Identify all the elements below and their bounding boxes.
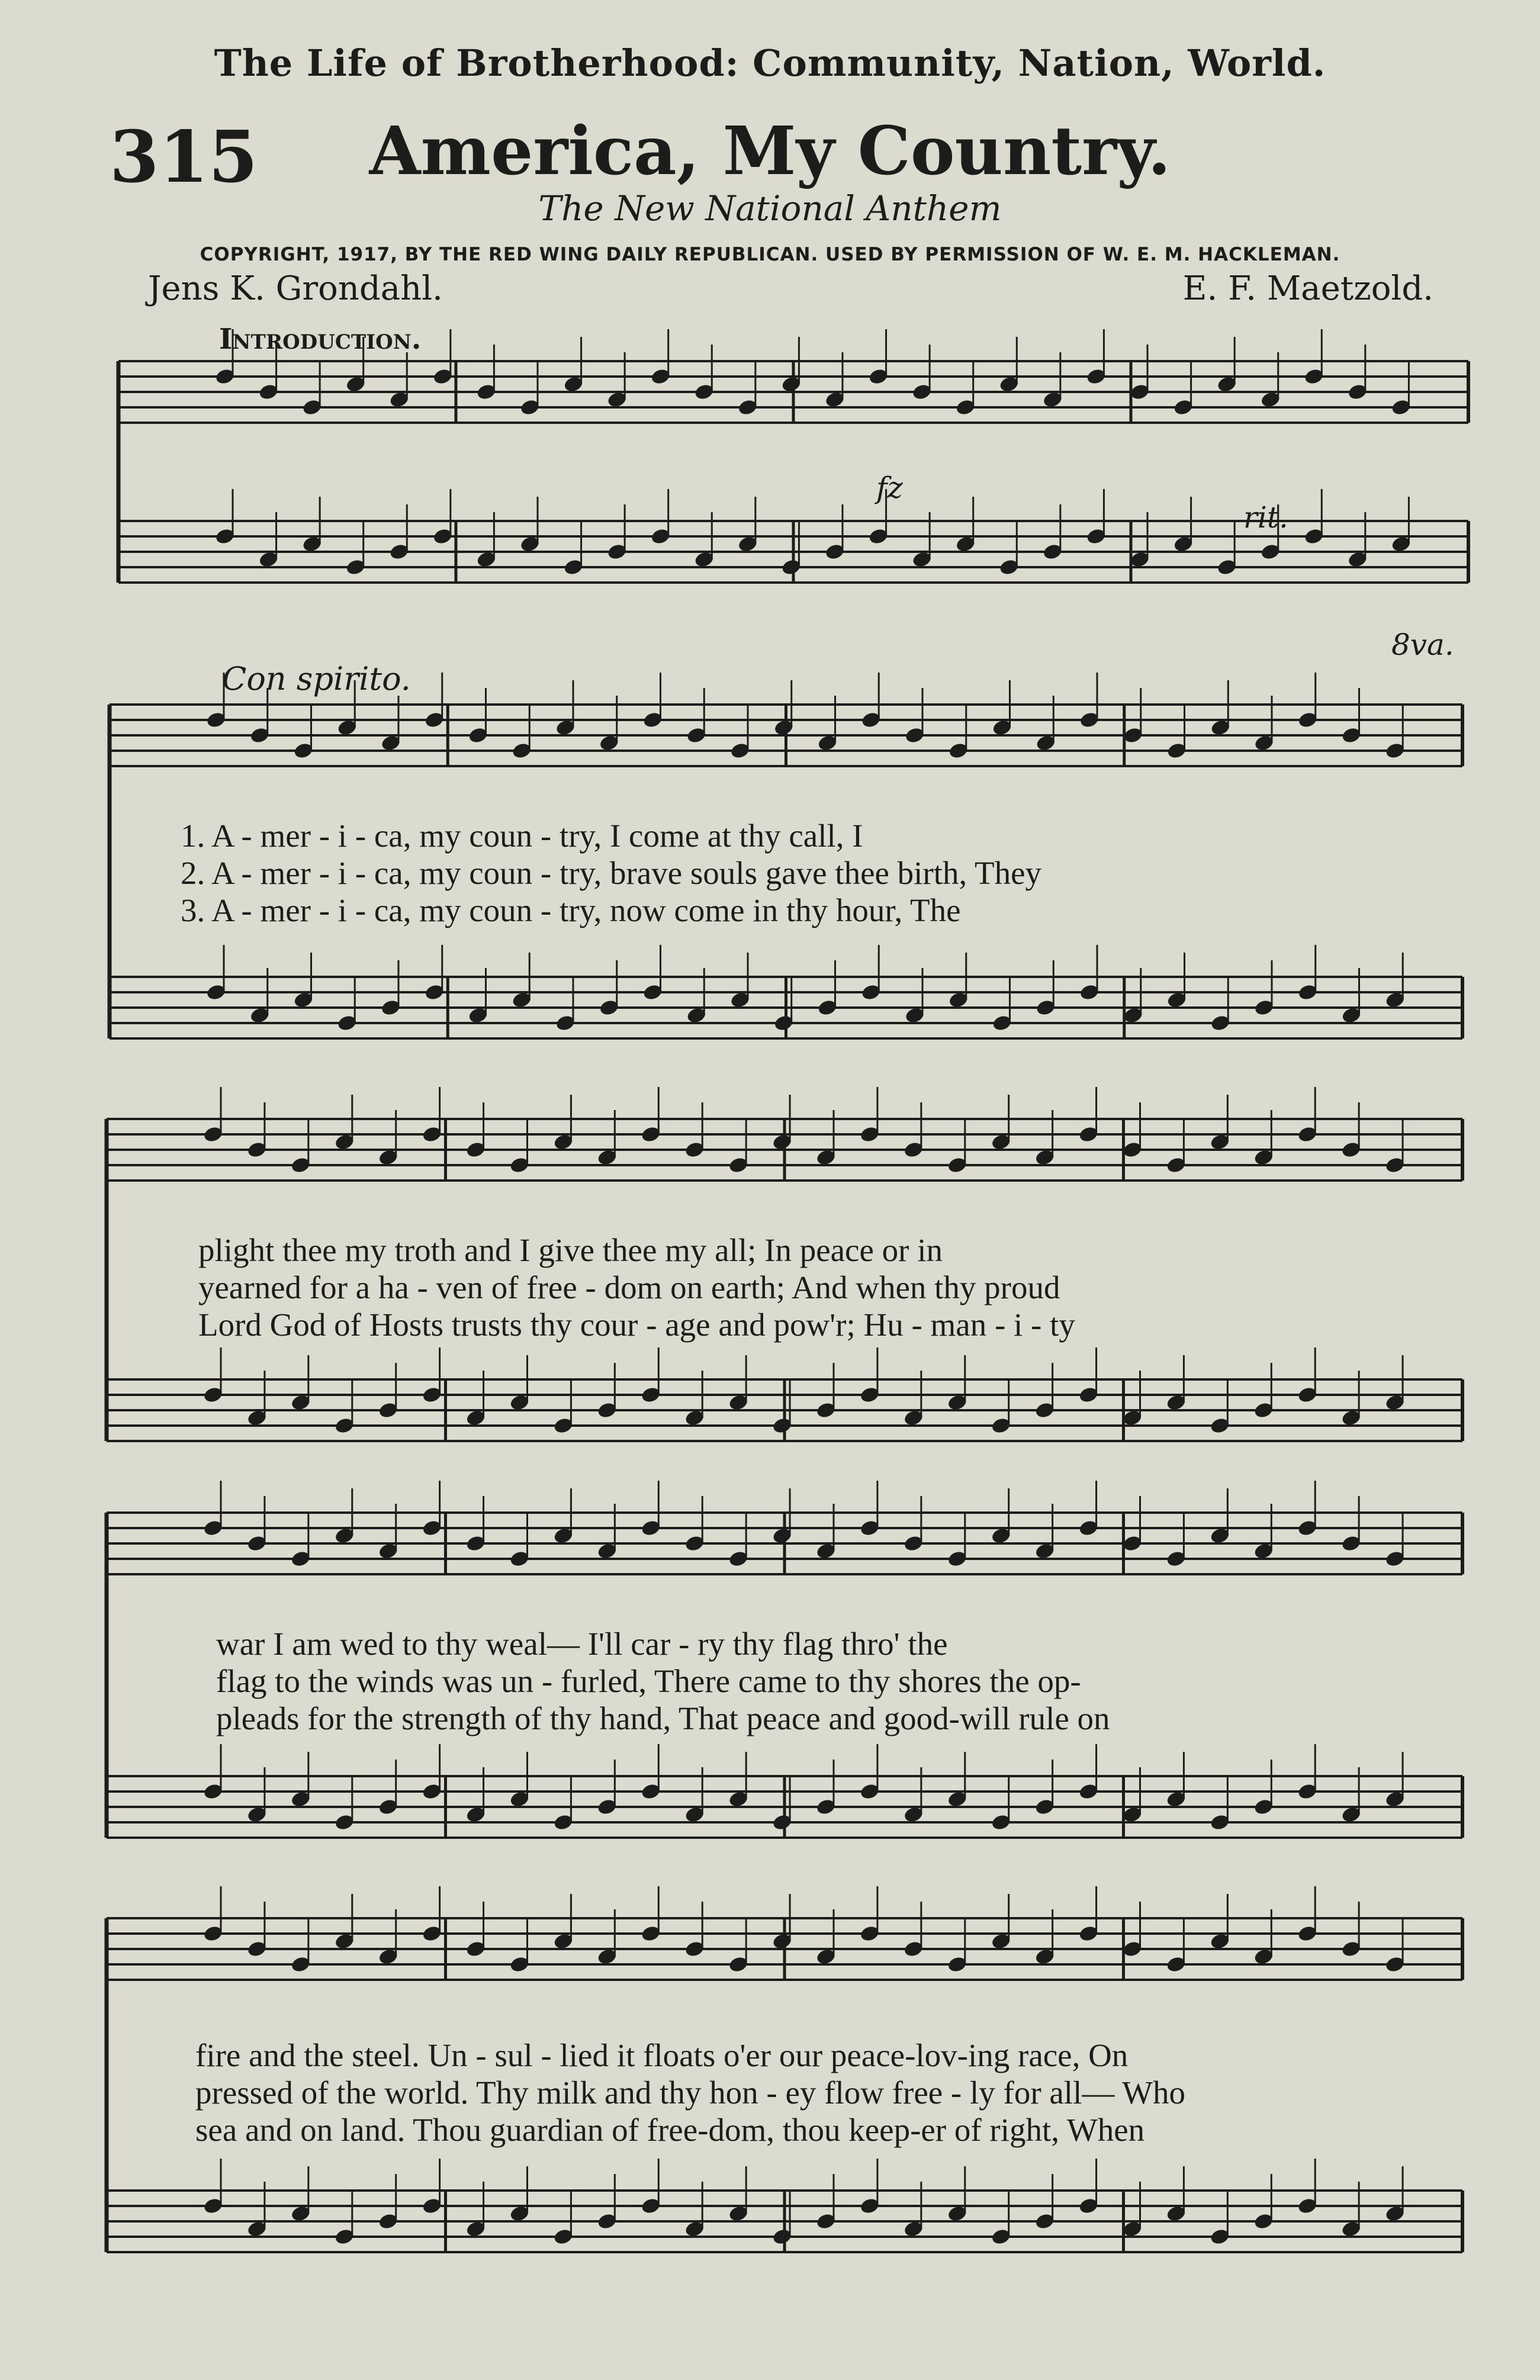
lyric-line-s1-v1: 1. A - mer - i - ca, my coun - try, I come at thy call, I xyxy=(181,818,863,854)
lyric-line-s3-v3: pleads for the strength of thy hand, That peace and good-will rule on xyxy=(216,1700,1110,1736)
fz-marking: fz xyxy=(876,471,903,505)
hymn-title: America, My Country. xyxy=(369,112,1171,190)
hymn-subtitle: The New National Anthem xyxy=(538,188,1002,229)
rit-marking: rit. xyxy=(1243,500,1288,535)
introduction-marking: Introduction. xyxy=(219,323,422,356)
composer-credit: E. F. Maetzold. xyxy=(1182,269,1433,308)
lyric-line-s2-v3: Lord God of Hosts trusts thy cour - age and pow'r; Hu - man - i - ty xyxy=(198,1307,1075,1343)
lyricist-credit: Jens K. Grondahl. xyxy=(148,269,443,308)
con-spirito-marking: Con spirito. xyxy=(222,660,411,697)
lyric-line-s4-v1: fire and the steel. Un - sul - lied it floats o'er our peace-lov-ing race, On xyxy=(195,2037,1129,2073)
octave-marking: 8va. xyxy=(1391,628,1454,662)
lyric-line-s2-v1: plight thee my troth and I give thee my all; In peace or in xyxy=(198,1232,943,1268)
lyric-line-s4-v3: sea and on land. Thou guardian of free-dom, thou keep-er of right, When xyxy=(195,2112,1145,2148)
lyric-line-s1-v2: 2. A - mer - i - ca, my coun - try, brave souls gave thee birth, They xyxy=(181,855,1042,891)
copyright-notice: COPYRIGHT, 1917, BY THE RED WING DAILY REPUBLICAN. USED BY PERMISSION OF W. E. M. HACKLEMAN. xyxy=(200,244,1340,265)
lyric-line-s4-v2: pressed of the world. Thy milk and thy hon - ey flow free - ly for all— Who xyxy=(195,2075,1186,2111)
section-header: The Life of Brotherhood: Community, Nation, World. xyxy=(214,41,1326,85)
lyric-line-s2-v2: yearned for a ha - ven of free - dom on earth; And when thy proud xyxy=(198,1269,1060,1305)
lyric-line-s3-v1: war I am wed to thy weal— I'll car - ry thy flag thro' the xyxy=(216,1626,948,1662)
lyric-line-s1-v3: 3. A - mer - i - ca, my coun - try, now come in thy hour, The xyxy=(181,892,961,928)
lyric-line-s3-v2: flag to the winds was un - furled, There came to thy shores the op- xyxy=(216,1663,1081,1699)
hymn-number: 315 xyxy=(110,115,258,199)
